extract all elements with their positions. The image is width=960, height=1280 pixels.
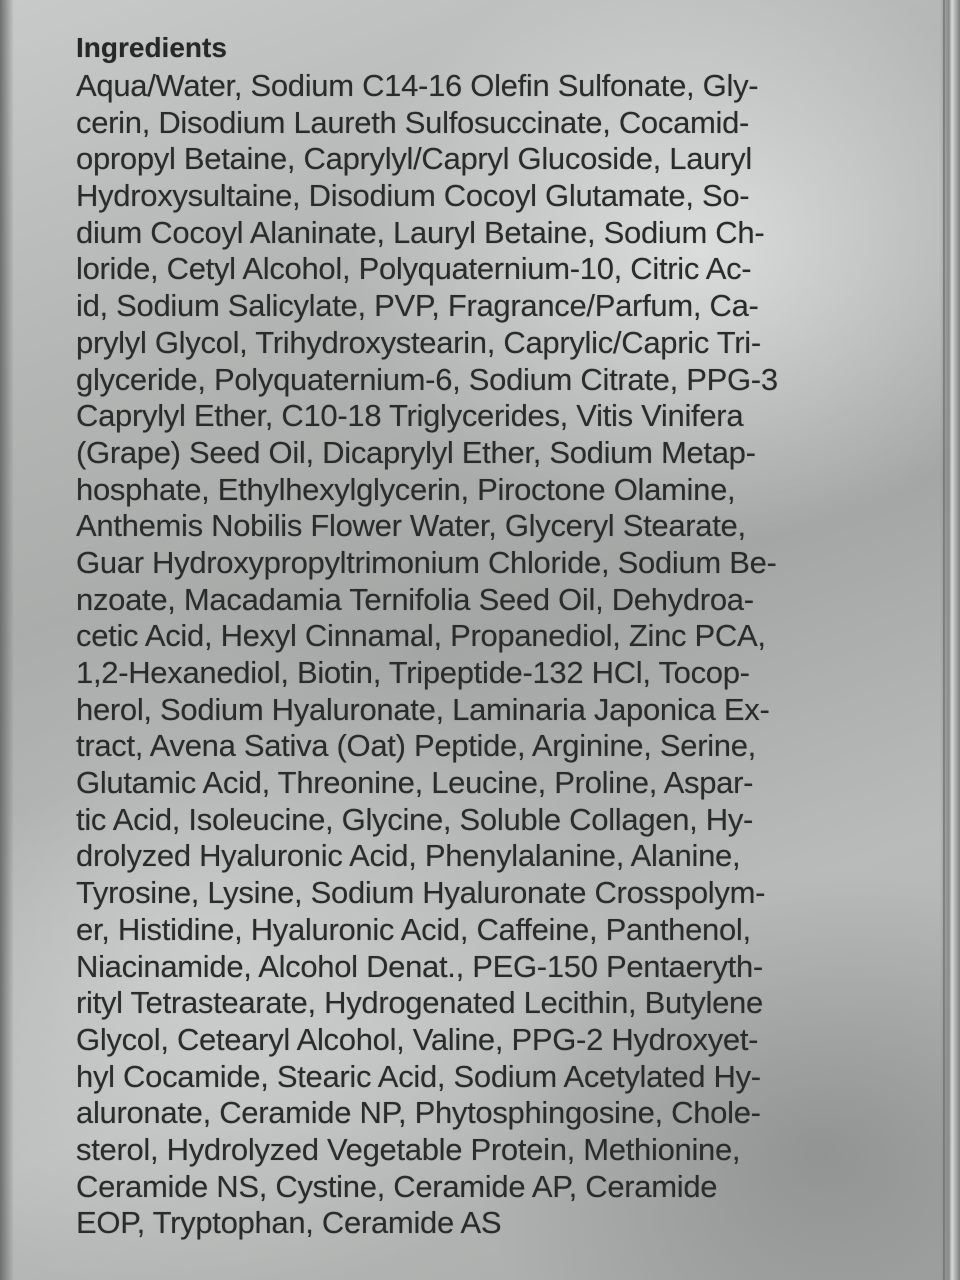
ingredient-line: Glycol, Cetearyl Alcohol, Valine, PPG-2 Hydroxyet- [76,1021,759,1057]
ingredient-line: Aqua/Water, Sodium C14-16 Olefin Sulfonate, Gly- [76,68,759,103]
ingredient-line: herol, Sodium Hyaluronate, Laminaria Japonica Ex- [76,691,770,727]
ingredient-line: drolyzed Hyaluronic Acid, Phenylalanine, Alanine, [76,838,741,874]
ingredient-line: Guar Hydroxypropyltrimonium Chloride, Sodium Be- [76,544,777,580]
ingredient-line: tic Acid, Isoleucine, Glycine, Soluble Collagen, Hy- [76,801,754,837]
package-left-shadow [0,0,14,1280]
ingredient-line: Caprylyl Ether, C10-18 Triglycerides, Vitis Vinifera [76,398,744,434]
ingredient-line: EOP, Tryptophan, Ceramide AS [76,1205,502,1241]
ingredient-line: loride, Cetyl Alcohol, Polyquaternium-10, Citric Ac- [76,251,752,287]
ingredient-line: Glutamic Acid, Threonine, Leucine, Proline, Aspar- [76,765,754,801]
ingredient-line: cetic Acid, Hexyl Cinnamal, Propanediol, Zinc PCA, [76,618,766,654]
ingredient-line: Niacinamide, Alcohol Denat., PEG-150 Pentaeryth- [76,948,763,984]
ingredient-line: prylyl Glycol, Trihydroxystearin, Caprylic/Capric Tri- [76,324,761,360]
ingredient-line: (Grape) Seed Oil, Dicaprylyl Ether, Sodium Metap- [76,434,756,470]
ingredient-line: er, Histidine, Hyaluronic Acid, Caffeine, Panthenol, [76,911,751,947]
ingredient-line: rityl Tetrastearate, Hydrogenated Lecithin, Butylene [76,985,763,1021]
ingredient-line: cerin, Disodium Laureth Sulfosuccinate, Cocamid- [76,104,750,140]
ingredient-line: id, Sodium Salicylate, PVP, Fragrance/Parfum, Ca- [76,288,759,324]
ingredients-heading: Ingredients [76,32,227,63]
ingredient-line: Anthemis Nobilis Flower Water, Glyceryl Stearate, [76,508,746,544]
ingredient-line: nzoate, Macadamia Ternifolia Seed Oil, Dehydroa- [76,581,754,617]
ingredient-line: sterol, Hydrolyzed Vegetable Protein, Methionine, [76,1131,741,1167]
ingredient-line: glyceride, Polyquaternium-6, Sodium Citrate, PPG-3 [76,361,778,397]
ingredient-line: dium Cocoyl Alaninate, Lauryl Betaine, Sodium Ch- [76,214,765,250]
package-right-edge [940,0,960,1280]
ingredient-line: aluronate, Ceramide NP, Phytosphingosine, Chole- [76,1095,761,1131]
ingredient-line: 1,2-Hexanediol, Biotin, Tripeptide-132 HCl, Tocop- [76,655,750,690]
ingredient-line: Tyrosine, Lysine, Sodium Hyaluronate Crosspolym- [76,875,766,911]
ingredient-line: hosphate, Ethylhexylglycerin, Piroctone Olamine, [76,471,736,507]
ingredient-line: Hydroxysultaine, Disodium Cocoyl Glutamate, So- [76,178,750,214]
ingredient-line: tract, Avena Sativa (Oat) Peptide, Arginine, Serine, [76,728,756,764]
ingredient-line: hyl Cocamide, Stearic Acid, Sodium Acetylated Hy- [76,1058,761,1094]
ingredient-line: Ceramide NS, Cystine, Ceramide AP, Ceramide [76,1168,718,1204]
ingredients-text-block [76,28,876,1242]
ingredient-line: opropyl Betaine, Caprylyl/Capryl Glucoside, Lauryl [76,141,752,177]
